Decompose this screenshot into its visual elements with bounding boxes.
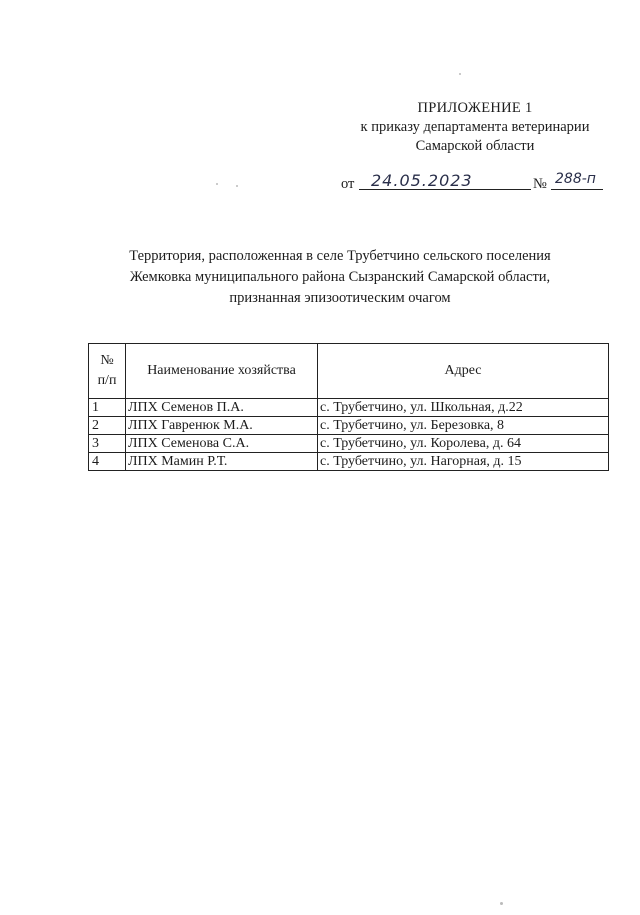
header-address: Адрес xyxy=(318,344,609,399)
appendix-line-region: Самарской области xyxy=(415,138,535,154)
appendix-line-order: к приказу департамента ветеринарии xyxy=(360,119,590,135)
order-number: 288-п xyxy=(551,171,603,190)
row-farm-name: ЛПХ Семенов П.А. xyxy=(126,399,318,417)
table-row xyxy=(89,399,609,417)
appendix-block xyxy=(330,99,620,156)
header-farm-name: Наименование хозяйства xyxy=(126,344,318,399)
appendix-title: ПРИЛОЖЕНИЕ 1 xyxy=(417,100,533,116)
heading-line-2: Жемковка муниципального района Сызранский Самарской области, xyxy=(129,269,551,285)
row-number: 2 xyxy=(89,417,126,435)
row-farm-name: ЛПХ Мамин Р.Т. xyxy=(126,453,318,471)
row-address: с. Трубетчино, ул. Школьная, д.22 xyxy=(318,399,609,417)
header-number xyxy=(89,344,126,399)
row-address: с. Трубетчино, ул. Березовка, 8 xyxy=(318,417,609,435)
scan-speck xyxy=(459,73,461,75)
table-row xyxy=(89,435,609,453)
row-number: 3 xyxy=(89,435,126,453)
heading-line-1: Территория, расположенная в селе Трубетчино сельского поселения xyxy=(129,248,551,264)
scan-speck xyxy=(216,183,218,185)
order-date: 24.05.2023 xyxy=(359,171,531,190)
header-number-line-1: № xyxy=(100,353,114,368)
row-address: с. Трубетчино, ул. Королева, д. 64 xyxy=(318,435,609,453)
scan-speck xyxy=(500,902,503,905)
row-number: 1 xyxy=(89,399,126,417)
heading-line-3: признанная эпизоотическим очагом xyxy=(229,290,451,306)
table-row xyxy=(89,417,609,435)
row-number: 4 xyxy=(89,453,126,471)
header-number-line-2: п/п xyxy=(97,373,117,388)
table-row xyxy=(89,453,609,471)
row-address: с. Трубетчино, ул. Нагорная, д. 15 xyxy=(318,453,609,471)
document-heading xyxy=(80,246,600,309)
order-number-label: № xyxy=(533,176,547,192)
order-from-label: от xyxy=(341,176,355,192)
table-header-row xyxy=(89,344,609,399)
scan-speck xyxy=(236,185,238,187)
farms-table xyxy=(88,343,609,471)
row-farm-name: ЛПХ Гавренюк М.А. xyxy=(126,417,318,435)
row-farm-name: ЛПХ Семенова С.А. xyxy=(126,435,318,453)
order-date-line xyxy=(341,171,603,195)
